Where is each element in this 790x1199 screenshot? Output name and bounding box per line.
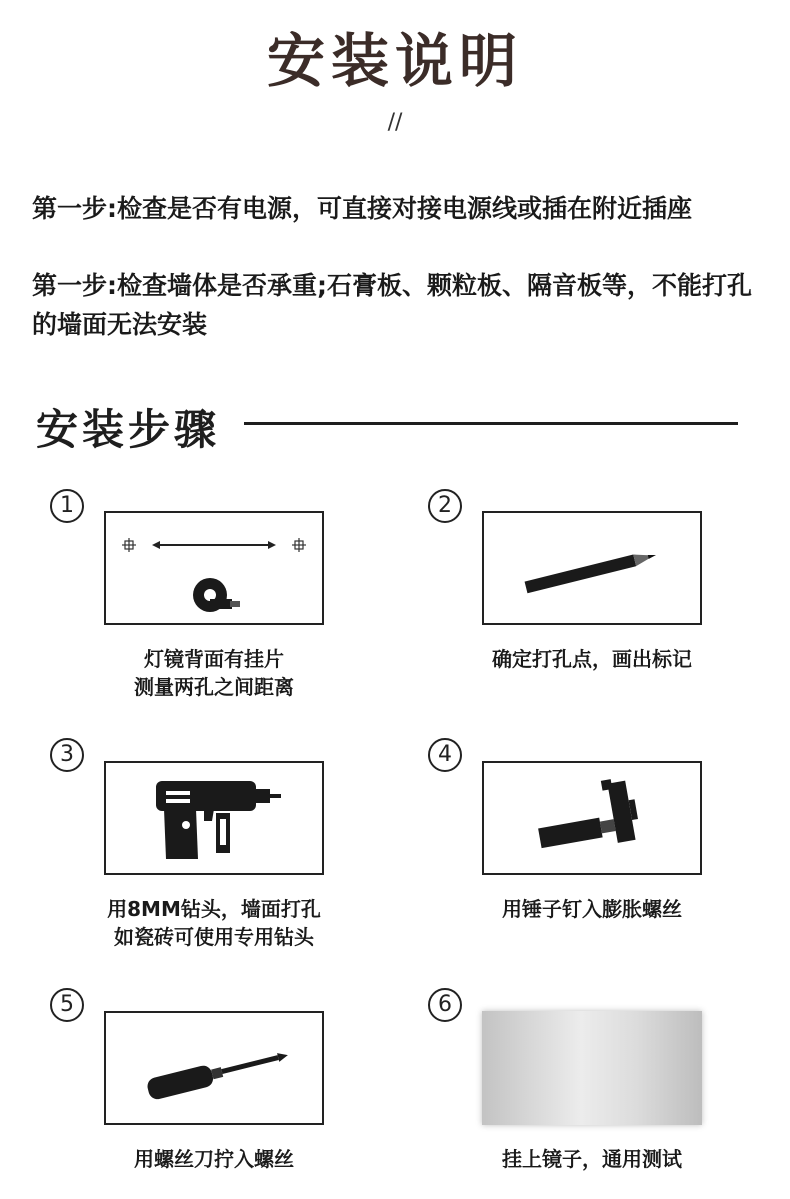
step-5-caption-line1: 用螺丝刀拧入螺丝 bbox=[134, 1147, 294, 1171]
step-3-caption-line1: 用8MM钻头，墙面打孔 bbox=[107, 897, 321, 921]
step-2-caption bbox=[442, 645, 742, 673]
step-4-panel bbox=[482, 761, 702, 875]
step-number-6: 6 bbox=[428, 988, 462, 1022]
step-1-caption-line1: 灯镜背面有挂片 bbox=[144, 647, 284, 671]
note-wall: 第一步:检查墙体是否承重;石膏板、颗粒板、隔音板等，不能打孔的墙面无法安装 bbox=[32, 271, 752, 339]
step-6-caption-line1: 挂上镜子，通用测试 bbox=[502, 1147, 682, 1171]
mirror-icon bbox=[482, 1011, 702, 1125]
step-2-panel bbox=[482, 511, 702, 625]
step-number-1: 1 bbox=[50, 489, 84, 523]
step-number-3: 3 bbox=[50, 738, 84, 772]
step-number-2: 2 bbox=[428, 489, 462, 523]
step-4-caption-line1: 用锤子钉入膨胀螺丝 bbox=[502, 897, 682, 921]
step-5-caption bbox=[64, 1145, 364, 1173]
hammer-icon bbox=[484, 763, 700, 873]
step-1-panel bbox=[104, 511, 324, 625]
step-3-panel bbox=[104, 761, 324, 875]
step-6-caption bbox=[442, 1145, 742, 1173]
step-4-caption bbox=[442, 895, 742, 923]
step-1-caption-line2: 测量两孔之间距离 bbox=[134, 675, 294, 699]
step-3-caption bbox=[64, 895, 364, 951]
divider-mark: // bbox=[387, 110, 403, 135]
step-1-caption bbox=[64, 645, 364, 701]
screwdriver-icon bbox=[106, 1013, 322, 1123]
pencil-icon bbox=[484, 513, 700, 623]
step-number-4: 4 bbox=[428, 738, 462, 772]
tape-measure-icon bbox=[106, 513, 322, 623]
step-3-caption-line2: 如瓷砖可使用专用钻头 bbox=[114, 925, 314, 949]
step-number-5: 5 bbox=[50, 988, 84, 1022]
step-2-caption-line1: 确定打孔点，画出标记 bbox=[492, 647, 692, 671]
drill-icon bbox=[106, 763, 322, 873]
page-title: 安装说明 bbox=[266, 27, 523, 95]
note-power: 第一步:检查是否有电源，可直接对接电源线或插在附近插座 bbox=[32, 194, 692, 223]
section-title: 安装步骤 bbox=[36, 405, 221, 454]
step-5-panel bbox=[104, 1011, 324, 1125]
section-rule bbox=[244, 422, 738, 425]
